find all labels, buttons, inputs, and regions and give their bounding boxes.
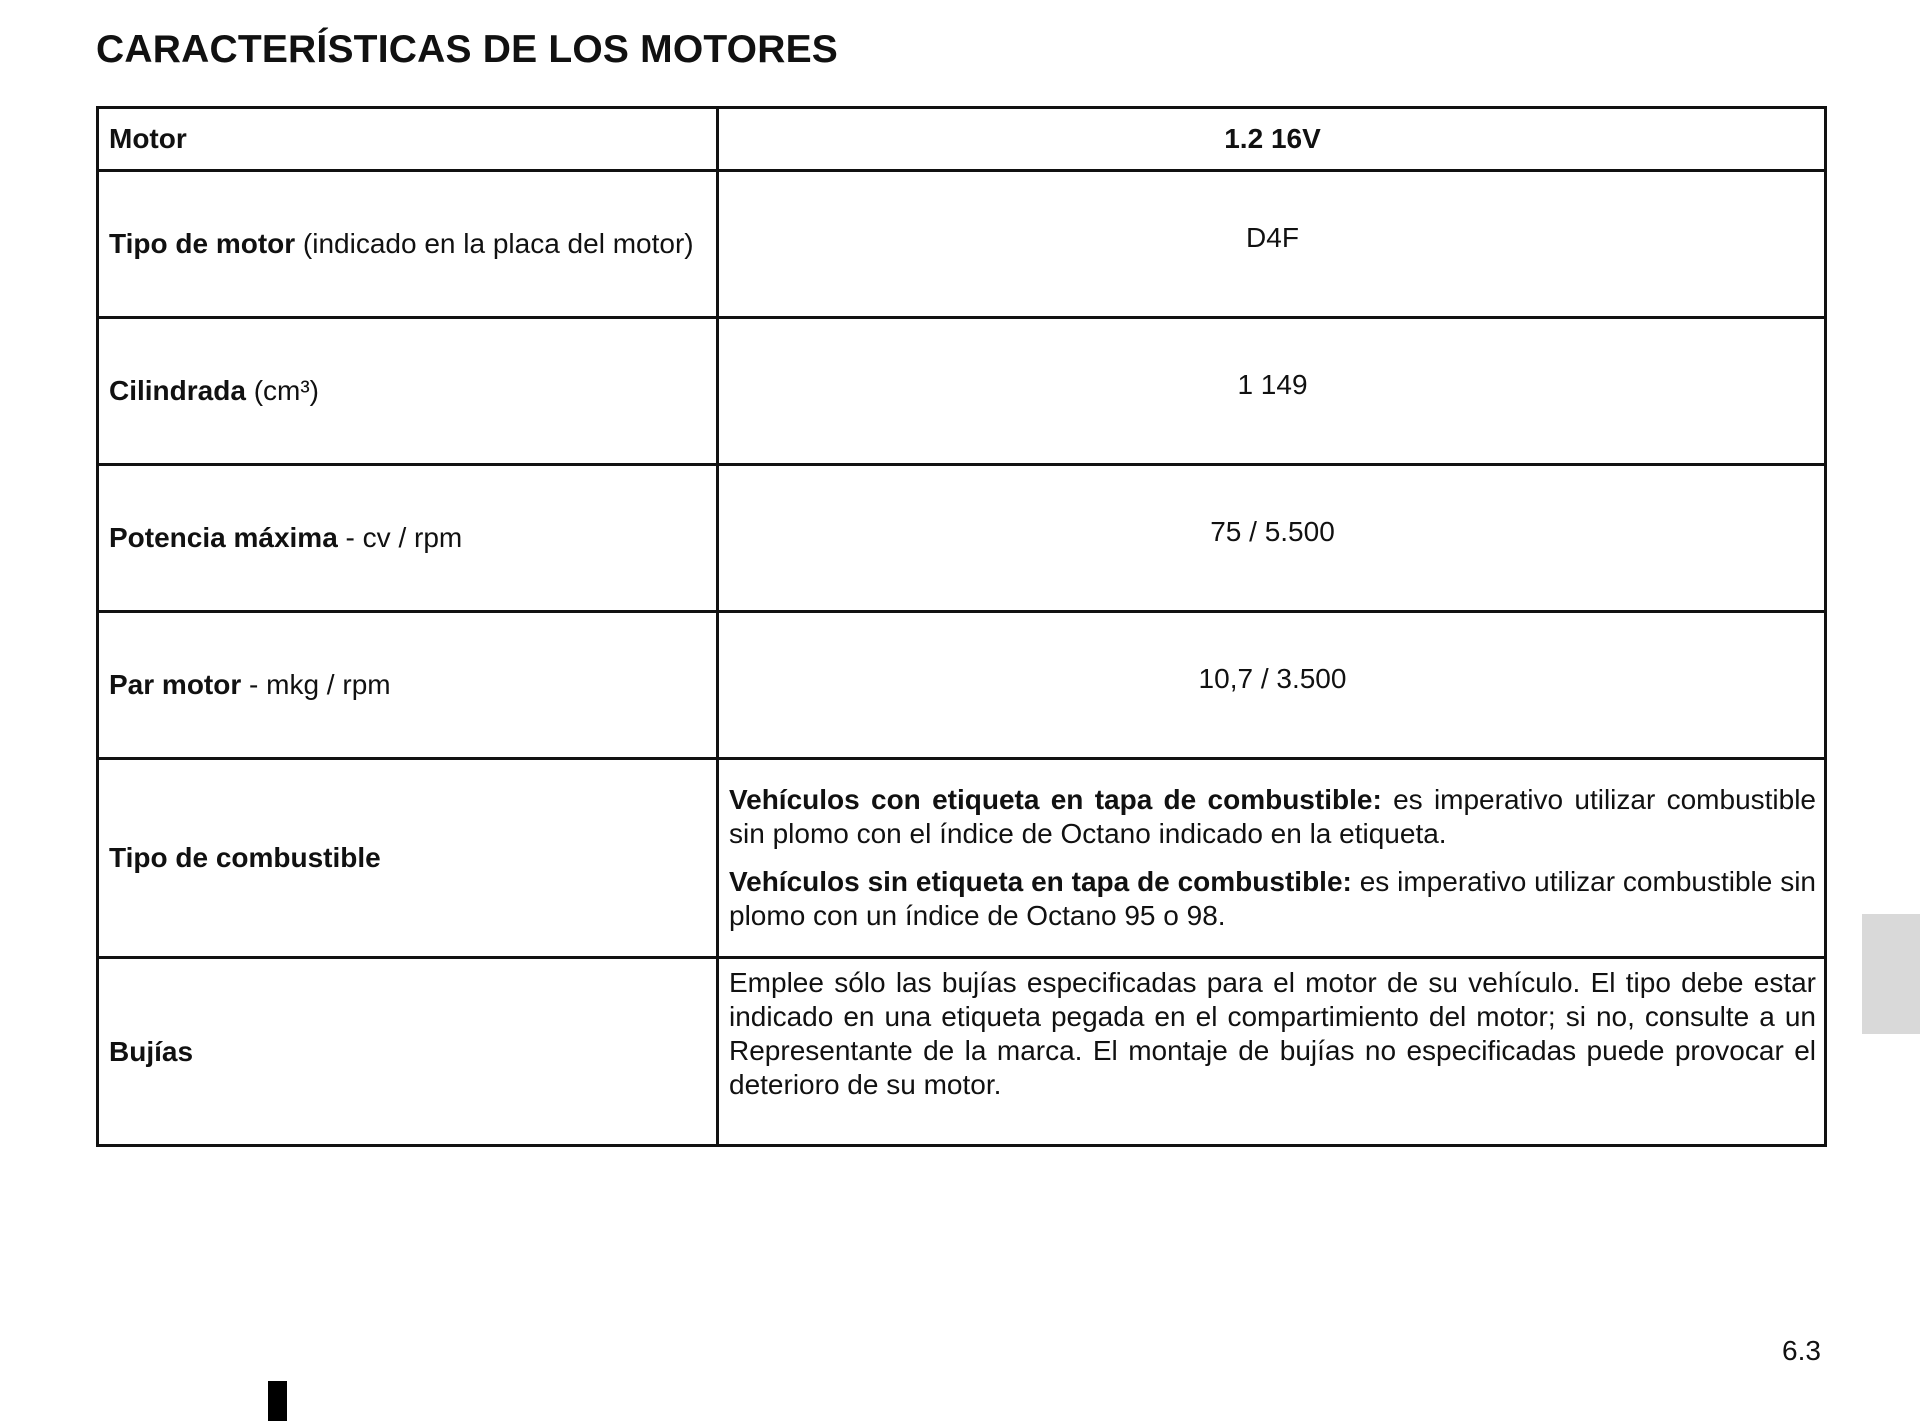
displacement-label: Cilindrada (cm³)	[98, 318, 718, 465]
table-row-displacement	[98, 318, 1826, 465]
engine-specs-table	[96, 106, 1827, 1147]
table-row-spark-plugs	[98, 958, 1826, 1146]
fuel-type-value	[718, 759, 1826, 958]
max-power-label: Potencia máxima - cv / rpm	[98, 465, 718, 612]
engine-model: 1.2 16V	[1224, 123, 1321, 154]
table-row-max-power	[98, 465, 1826, 612]
header-value	[718, 108, 1826, 171]
spark-plugs-paragraph: Emplee sólo las bujías especificadas para el motor de su vehículo. El tipo debe estar indicado en una etiqueta pegada en el compartimiento del motor; si no, consulte a un Representante de la marca. El montaje de bujías no especificadas puede provocar el deterioro de su motor.	[729, 966, 1816, 1100]
torque-value: 10,7 / 3.500	[718, 612, 1826, 759]
spark-plugs-label: Bujías	[98, 958, 718, 1146]
table-row-fuel-type	[98, 759, 1826, 958]
fuel-with-label-paragraph: Vehículos con etiqueta en tapa de combustible: es imperativo utilizar combustible sin plomo con el índice de Octano indicado en la etiqueta.	[729, 784, 1817, 849]
table-header-row	[98, 108, 1826, 171]
table-row-engine-type	[98, 171, 1826, 318]
spark-plugs-value	[718, 958, 1826, 1146]
page-title: CARACTERÍSTICAS DE LOS MOTORES	[96, 28, 838, 71]
engine-type-value: D4F	[718, 171, 1826, 318]
torque-label: Par motor - mkg / rpm	[98, 612, 718, 759]
header-label: Motor	[98, 108, 718, 171]
page-number: 6.3	[1782, 1335, 1821, 1366]
table-row-torque	[98, 612, 1826, 759]
fuel-without-label-paragraph: Vehículos sin etiqueta en tapa de combustible: es imperativo utilizar combustible sin plomo con un índice de Octano 95 o 98.	[729, 866, 1816, 931]
print-crop-mark	[268, 1381, 287, 1421]
engine-type-label: Tipo de motor (indicado en la placa del motor)	[98, 171, 718, 318]
fuel-type-label: Tipo de combustible	[98, 759, 718, 958]
displacement-value: 1 149	[718, 318, 1826, 465]
max-power-value: 75 / 5.500	[718, 465, 1826, 612]
chapter-tab	[1862, 914, 1920, 1034]
